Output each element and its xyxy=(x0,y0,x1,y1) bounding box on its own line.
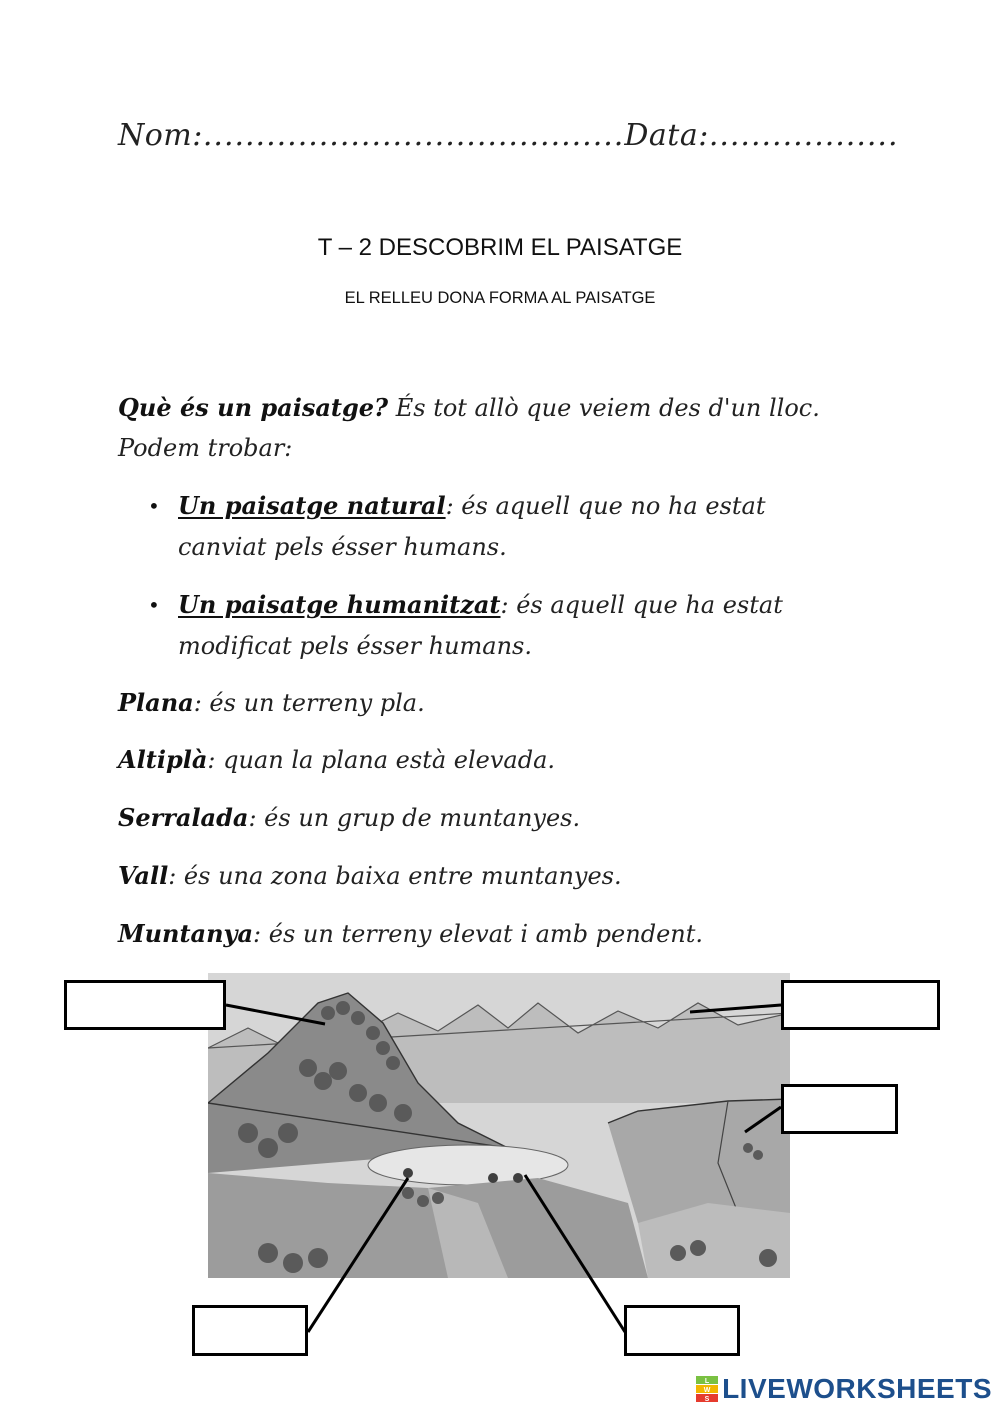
intro-question: Què és un paisatge? xyxy=(118,393,389,422)
definition-muntanya xyxy=(118,914,703,954)
definition-term: Altiplà xyxy=(118,745,208,774)
name-field[interactable]: ........................................ xyxy=(202,118,625,153)
definition-vall xyxy=(118,856,622,896)
definition-text: : quan la plana està elevada. xyxy=(207,746,556,774)
definition-altipla xyxy=(118,740,555,780)
svg-text:L: L xyxy=(704,1378,710,1385)
bullet-humanized-term: Un paisatge humanitzat xyxy=(178,590,501,619)
definition-text: : és una zona baixa entre muntanyes. xyxy=(168,862,622,890)
definition-term: Vall xyxy=(118,861,169,890)
bullet-natural-text: : és aquell que no ha estat xyxy=(445,492,766,520)
intro-line-2: Podem trobar: xyxy=(118,434,293,462)
bullet-humanized-text: : és aquell que ha estat xyxy=(500,591,783,619)
svg-text:S: S xyxy=(704,1396,710,1402)
name-label: Nom: xyxy=(118,118,203,153)
definition-serralada xyxy=(118,798,580,838)
bullet-dot: • xyxy=(148,494,160,518)
page-subtitle: EL RELLEU DONA FORMA AL PAISATGE xyxy=(344,289,656,307)
bullet-natural-term: Un paisatge natural xyxy=(178,491,446,520)
definition-text: : és un grup de muntanyes. xyxy=(248,804,581,832)
bullet-humanized-line-2: modificat pels ésser humans. xyxy=(178,632,532,660)
date-label: Data: xyxy=(624,118,709,153)
date-field[interactable]: .................. xyxy=(708,118,899,153)
definition-plana xyxy=(118,683,425,723)
answer-box-vall[interactable] xyxy=(624,1305,740,1356)
bullet-natural-line-1 xyxy=(178,486,765,526)
definition-text: : és un terreny elevat i amb pendent. xyxy=(253,920,703,948)
definition-term: Plana xyxy=(118,688,194,717)
answer-box-altipla[interactable] xyxy=(781,1084,898,1134)
svg-text:W: W xyxy=(703,1387,711,1394)
bullet-dot: • xyxy=(148,593,160,617)
answer-box-serralada[interactable] xyxy=(781,980,940,1030)
bullet-natural-line-2: canviat pels ésser humans. xyxy=(178,533,507,561)
definition-text: : és un terreny pla. xyxy=(193,689,425,717)
intro-answer: És tot allò que veiem des d'un lloc. xyxy=(388,394,820,422)
liveworksheets-text: LIVEWORKSHEETS xyxy=(722,1373,992,1404)
liveworksheets-logo xyxy=(696,1373,992,1405)
liveworksheets-mark-icon xyxy=(696,1376,718,1402)
answer-box-plana[interactable] xyxy=(192,1305,308,1356)
bullet-humanized-line-1 xyxy=(178,585,783,625)
page-title: T – 2 DESCOBRIM EL PAISATGE xyxy=(317,234,683,261)
name-date-line xyxy=(118,118,898,153)
definition-term: Muntanya xyxy=(118,919,254,948)
answer-box-muntanya[interactable] xyxy=(64,980,226,1030)
leader-lines xyxy=(0,970,1000,1370)
definition-term: Serralada xyxy=(118,803,249,832)
intro-line-1 xyxy=(118,388,820,428)
